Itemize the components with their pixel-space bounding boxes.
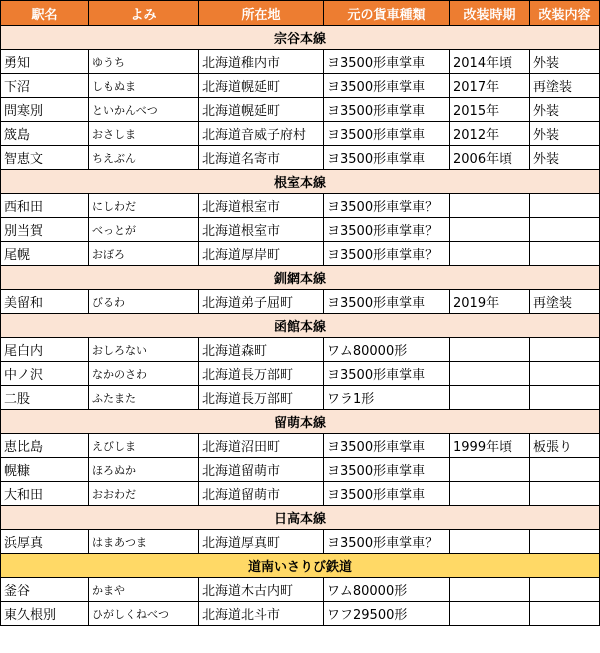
- station-name-cell: 別当賀: [1, 218, 89, 242]
- header-renovation-content: 改装内容: [530, 1, 600, 26]
- renovation-period-cell: [450, 218, 530, 242]
- renovation-period-cell: 2017年: [450, 74, 530, 98]
- header-original-car-type: 元の貨車種類: [324, 1, 450, 26]
- renovation-content-cell: [530, 578, 600, 602]
- table-row: [1, 362, 600, 386]
- renovation-content-cell: 外装: [530, 98, 600, 122]
- location-cell: 北海道沼田町: [199, 434, 324, 458]
- renovation-content-cell: [530, 218, 600, 242]
- table-row: [1, 386, 600, 410]
- car-type-cell: ワム80000形: [324, 578, 450, 602]
- car-type-cell: ヨ3500形車掌車: [324, 362, 450, 386]
- table-row: [1, 242, 600, 266]
- section-row: [1, 554, 600, 578]
- station-name-cell: 恵比島: [1, 434, 89, 458]
- renovation-period-cell: 2015年: [450, 98, 530, 122]
- station-name-cell: 勇知: [1, 50, 89, 74]
- location-cell: 北海道木古内町: [199, 578, 324, 602]
- reading-cell: おさしま: [89, 122, 199, 146]
- renovation-period-cell: [450, 242, 530, 266]
- table-row: [1, 122, 600, 146]
- car-type-cell: ワム80000形: [324, 338, 450, 362]
- station-name-cell: 智恵文: [1, 146, 89, 170]
- header-station-name: 駅名: [1, 1, 89, 26]
- station-name-cell: 浜厚真: [1, 530, 89, 554]
- station-name-cell: 中ノ沢: [1, 362, 89, 386]
- reading-cell: おしろない: [89, 338, 199, 362]
- section-title: 留萌本線: [1, 410, 600, 434]
- car-type-cell: ヨ3500形車掌車: [324, 74, 450, 98]
- location-cell: 北海道厚真町: [199, 530, 324, 554]
- section-title: 釧網本線: [1, 266, 600, 290]
- car-type-cell: ヨ3500形車掌車: [324, 290, 450, 314]
- reading-cell: しもぬま: [89, 74, 199, 98]
- car-type-cell: ヨ3500形車掌車？: [324, 530, 450, 554]
- car-type-cell: ヨ3500形車掌車？: [324, 218, 450, 242]
- header-reading: よみ: [89, 1, 199, 26]
- station-name-cell: 筬島: [1, 122, 89, 146]
- reading-cell: にしわだ: [89, 194, 199, 218]
- location-cell: 北海道幌延町: [199, 98, 324, 122]
- section-row: [1, 314, 600, 338]
- table-row: [1, 434, 600, 458]
- table-row: [1, 194, 600, 218]
- renovation-content-cell: 外装: [530, 146, 600, 170]
- section-title: 根室本線: [1, 170, 600, 194]
- location-cell: 北海道幌延町: [199, 74, 324, 98]
- car-type-cell: ヨ3500形車掌車: [324, 122, 450, 146]
- location-cell: 北海道北斗市: [199, 602, 324, 626]
- renovation-period-cell: [450, 194, 530, 218]
- location-cell: 北海道長万部町: [199, 386, 324, 410]
- header-location: 所在地: [199, 1, 324, 26]
- renovation-period-cell: [450, 458, 530, 482]
- renovation-content-cell: [530, 362, 600, 386]
- renovation-period-cell: 1999年頃: [450, 434, 530, 458]
- car-type-cell: ワフ29500形: [324, 602, 450, 626]
- location-cell: 北海道厚岸町: [199, 242, 324, 266]
- header-row: [1, 1, 600, 26]
- reading-cell: ふたまた: [89, 386, 199, 410]
- reading-cell: ほろぬか: [89, 458, 199, 482]
- header-renovation-period: 改装時期: [450, 1, 530, 26]
- renovation-period-cell: [450, 602, 530, 626]
- renovation-content-cell: [530, 338, 600, 362]
- reading-cell: おおわだ: [89, 482, 199, 506]
- location-cell: 北海道長万部町: [199, 362, 324, 386]
- car-type-cell: ヨ3500形車掌車: [324, 482, 450, 506]
- renovation-period-cell: 2012年: [450, 122, 530, 146]
- renovation-content-cell: [530, 530, 600, 554]
- table-row: [1, 482, 600, 506]
- table-row: [1, 290, 600, 314]
- renovation-period-cell: [450, 338, 530, 362]
- renovation-period-cell: [450, 362, 530, 386]
- car-type-cell: ヨ3500形車掌車: [324, 98, 450, 122]
- car-type-cell: ヨ3500形車掌車: [324, 50, 450, 74]
- location-cell: 北海道音威子府村: [199, 122, 324, 146]
- reading-cell: といかんべつ: [89, 98, 199, 122]
- station-name-cell: 問寒別: [1, 98, 89, 122]
- table-row: [1, 74, 600, 98]
- table-row: [1, 338, 600, 362]
- renovation-content-cell: 板張り: [530, 434, 600, 458]
- car-type-cell: ヨ3500形車掌車？: [324, 242, 450, 266]
- station-name-cell: 尾幌: [1, 242, 89, 266]
- reading-cell: びるわ: [89, 290, 199, 314]
- renovation-content-cell: [530, 458, 600, 482]
- location-cell: 北海道根室市: [199, 218, 324, 242]
- section-row: [1, 26, 600, 50]
- section-row: [1, 170, 600, 194]
- location-cell: 北海道稚内市: [199, 50, 324, 74]
- table-row: [1, 218, 600, 242]
- renovation-content-cell: 再塗装: [530, 74, 600, 98]
- location-cell: 北海道留萌市: [199, 458, 324, 482]
- renovation-content-cell: 再塗装: [530, 290, 600, 314]
- section-title: 函館本線: [1, 314, 600, 338]
- table-row: [1, 578, 600, 602]
- station-name-cell: 幌糠: [1, 458, 89, 482]
- reading-cell: ちえぶん: [89, 146, 199, 170]
- reading-cell: はまあつま: [89, 530, 199, 554]
- location-cell: 北海道根室市: [199, 194, 324, 218]
- station-name-cell: 二股: [1, 386, 89, 410]
- renovation-period-cell: [450, 482, 530, 506]
- station-name-cell: 下沼: [1, 74, 89, 98]
- table-row: [1, 50, 600, 74]
- reading-cell: ひがしくねべつ: [89, 602, 199, 626]
- station-name-cell: 美留和: [1, 290, 89, 314]
- renovation-period-cell: 2019年: [450, 290, 530, 314]
- reading-cell: べっとが: [89, 218, 199, 242]
- station-name-cell: 大和田: [1, 482, 89, 506]
- section-title: 宗谷本線: [1, 26, 600, 50]
- section-row: [1, 266, 600, 290]
- renovation-content-cell: [530, 482, 600, 506]
- section-title: 道南いさりび鉄道: [1, 554, 600, 578]
- renovation-content-cell: 外装: [530, 122, 600, 146]
- reading-cell: えびしま: [89, 434, 199, 458]
- station-name-cell: 東久根別: [1, 602, 89, 626]
- renovation-content-cell: [530, 242, 600, 266]
- renovation-period-cell: 2014年頃: [450, 50, 530, 74]
- table-row: [1, 146, 600, 170]
- renovation-period-cell: [450, 386, 530, 410]
- reading-cell: かまや: [89, 578, 199, 602]
- section-title: 日高本線: [1, 506, 600, 530]
- renovation-content-cell: [530, 386, 600, 410]
- section-row: [1, 506, 600, 530]
- renovation-content-cell: 外装: [530, 50, 600, 74]
- renovation-content-cell: [530, 602, 600, 626]
- renovation-content-cell: [530, 194, 600, 218]
- table-row: [1, 602, 600, 626]
- reading-cell: なかのさわ: [89, 362, 199, 386]
- car-type-cell: ヨ3500形車掌車: [324, 434, 450, 458]
- table-row: [1, 530, 600, 554]
- location-cell: 北海道名寄市: [199, 146, 324, 170]
- car-type-cell: ワラ1形: [324, 386, 450, 410]
- section-row: [1, 410, 600, 434]
- renovation-period-cell: [450, 578, 530, 602]
- car-type-cell: ヨ3500形車掌車: [324, 458, 450, 482]
- renovation-period-cell: 2006年頃: [450, 146, 530, 170]
- renovation-period-cell: [450, 530, 530, 554]
- location-cell: 北海道弟子屈町: [199, 290, 324, 314]
- station-name-cell: 尾白内: [1, 338, 89, 362]
- station-name-cell: 西和田: [1, 194, 89, 218]
- reading-cell: おぼろ: [89, 242, 199, 266]
- station-name-cell: 釜谷: [1, 578, 89, 602]
- reading-cell: ゆうち: [89, 50, 199, 74]
- table-row: [1, 98, 600, 122]
- location-cell: 北海道森町: [199, 338, 324, 362]
- location-cell: 北海道留萌市: [199, 482, 324, 506]
- table-body: [1, 26, 600, 626]
- car-type-cell: ヨ3500形車掌車: [324, 146, 450, 170]
- car-type-cell: ヨ3500形車掌車？: [324, 194, 450, 218]
- table-row: [1, 458, 600, 482]
